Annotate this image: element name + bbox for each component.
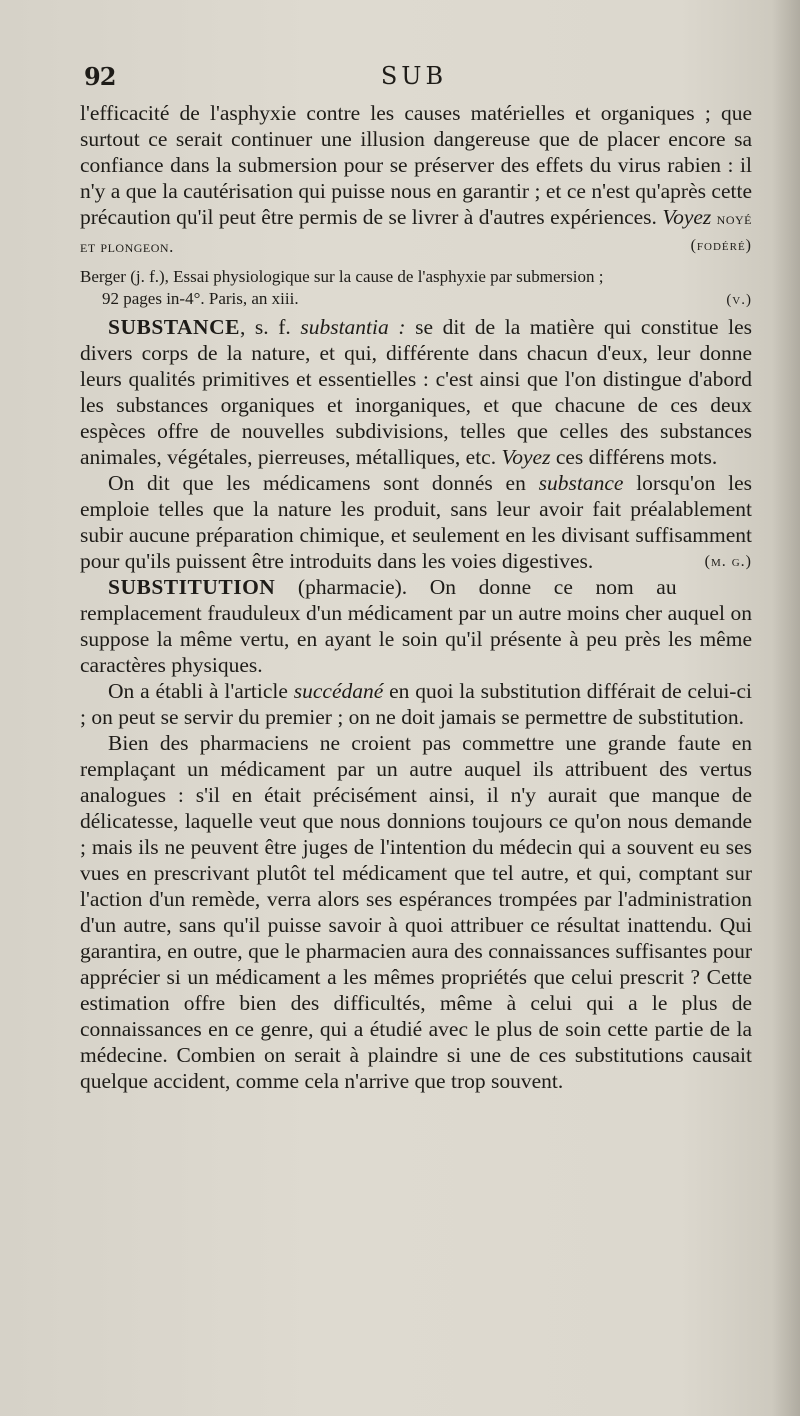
entry-substance: SUBSTANCE, s. f. substantia : se dit de la matière qui constitue les divers corps de la nature, et qui, différente dans chacun d'eux, leur donne leurs qualités primitives et essentielles : c'est ainsi que l'on distingue d'abord les substances organiques et inorganiques, et que chacune de ces deux espèces offre de nouvelles subdivisions, telles que celles des substances animales, végétales, pierreuses, métalliques, etc. Voyez ces différens mots.	[80, 315, 752, 469]
paragraph-substitution-2: On a établi à l'article succédané en quoi la substitution différait de celui-ci ; on peut se servir du premier ; on ne doit jamais se permettre de substitution.	[80, 679, 752, 729]
page-number: 92	[84, 62, 116, 91]
bibliography-entry	[80, 266, 752, 310]
paragraph-substance-2: On dit que les médicamens sont donnés en substance lorsqu'on les emploie telles que la nature les produit, sans leur avoir fait préalablement subir aucune préparation chimique, et seulement en les divisant suffisamment pour qu'ils puissent être introduits dans les voies digestives. (m. g.)	[80, 471, 752, 573]
entry-substitution: SUBSTITUTION (pharmacie). On donne ce nom au remplacement frauduleux d'un médicament par un autre moins cher auquel on suppose la même vertu, en ayant le soin qu'il présente à peu près les même caractères physiques.	[80, 575, 752, 677]
cross-reference: noyé et plongeon.	[80, 209, 752, 256]
italic-term: substance	[538, 471, 624, 495]
biblio-line-2: 92 pages in-4°. Paris, an xiii.	[102, 289, 299, 308]
page-edge-shadow	[772, 0, 800, 1416]
author-signature: (fodéré)	[690, 237, 752, 254]
running-head: SUB	[380, 62, 448, 90]
paragraph-continued: l'efficacité de l'asphyxie contre les causes matérielles et organiques ; que surtout ce serait continuer une illusion dangereuse que de placer encore sa confiance dans la submersion pour se préserver des effets du virus rabien : il n'y a que la cautérisation qui puisse nous en garantir ; et ce n'est qu'après cette précaution qu'il peut être permis de se livrer à d'autres expériences. Voyez noyé et plongeon. (fodéré)	[80, 100, 752, 260]
headword-substance: SUBSTANCE	[108, 315, 240, 339]
voyez-ref: Voyez	[501, 445, 551, 469]
author-signature: (m. g.)	[704, 553, 752, 570]
biblio-signature: (v.)	[726, 292, 752, 308]
italic-term: succédané	[293, 679, 384, 703]
paragraph-substitution-3: Bien des pharmaciens ne croient pas commettre une grande faute en remplaçant un médicament par un autre auquel ils attribuent des vertus analogues : s'il en était précisément ainsi, il n'y aurait que manque de délicatesse, laquelle veut que nous donnions toujours ce qu'on nous demande ; mais ils ne peuvent être juges de l'intention du médecin qui a souvent eu ses vues en prescrivant plutôt tel médicament que tel autre, et qui, comptant sur l'action d'un remède, verra alors ses espérances trompées par l'administration d'un autre, sans qu'il puisse savoir à quoi attribuer ce résultat inattendu. Qui garantira, en outre, que le pharmacien aura des connaissances suffisantes pour apprécier si un médicament a les mêmes propriétés que celui prescrit ? Cette estimation offre bien des difficultés, même à celui qui a le plus de connaissances en ce genre, qui a étudié avec le plus de soin cette partie de la médecine. Combien on serait à plaindre si une de ces substitutions causait quelque accident, comme cela n'arrive que trop souvent.	[80, 731, 752, 1093]
body-text	[80, 100, 752, 1094]
voyez-ref: Voyez	[662, 205, 712, 229]
page-header	[84, 62, 744, 94]
latin-term: substantia :	[300, 315, 406, 339]
biblio-line-1: Berger (j. f.), Essai physiologique sur la cause de l'asphyxie par submersion ;	[80, 267, 604, 286]
headword-substitution: SUBSTITUTION	[108, 575, 276, 599]
